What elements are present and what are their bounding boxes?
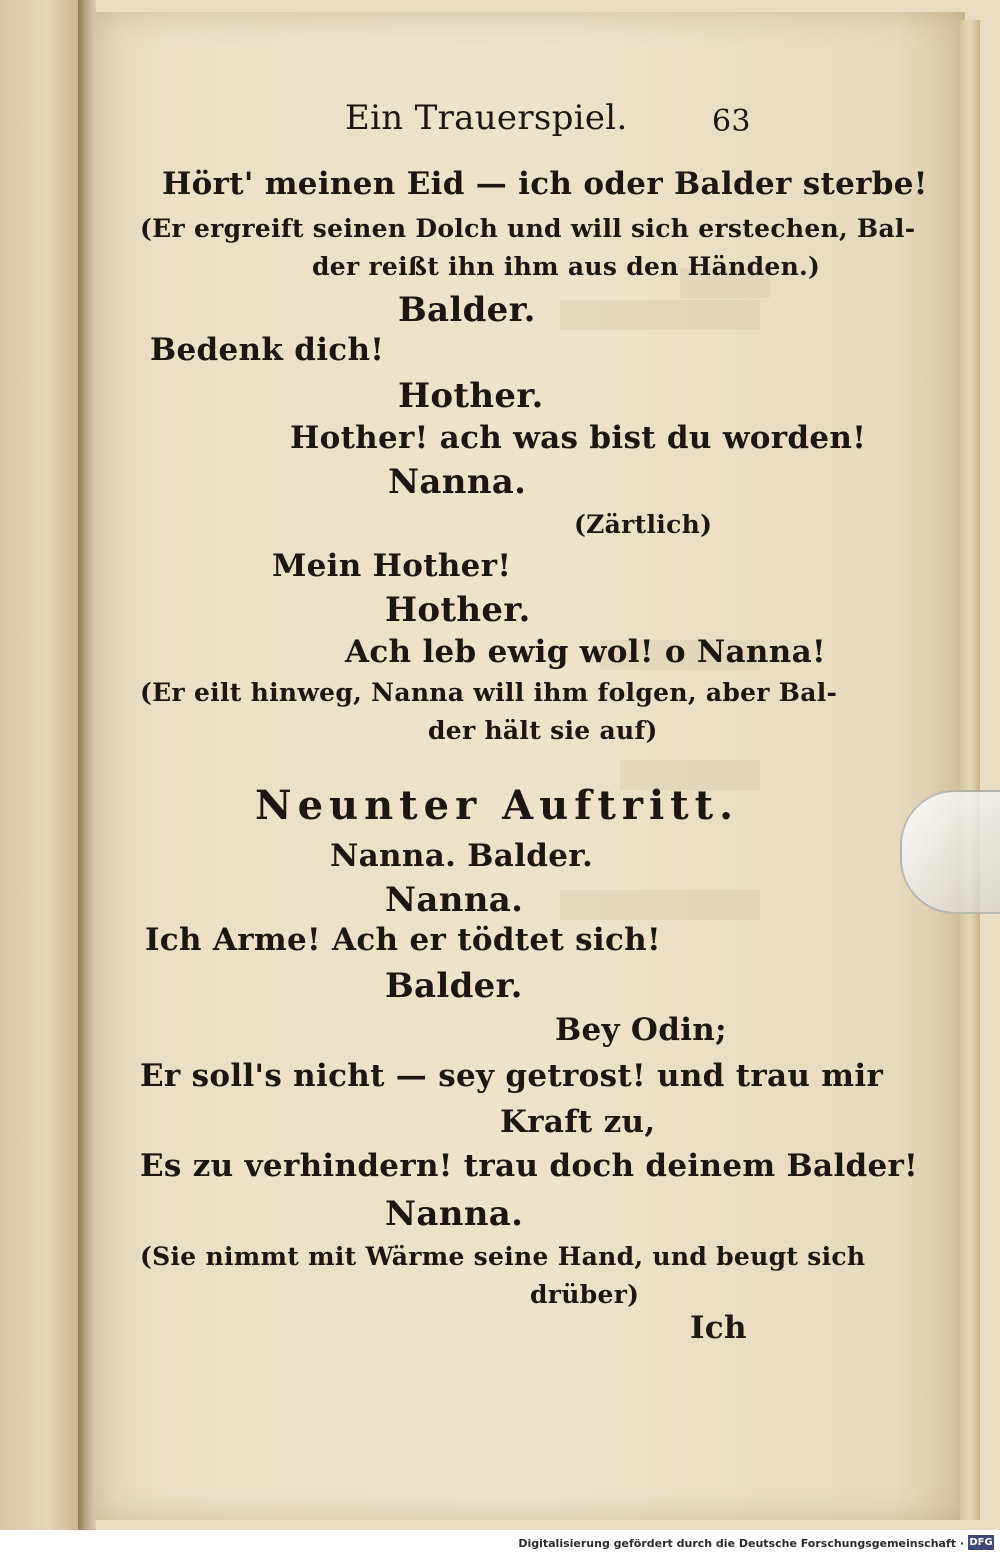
verse-line: Kraft zu, [500, 1104, 656, 1140]
cast-list: Nanna. Balder. [330, 838, 594, 874]
bleed-through [560, 300, 760, 330]
verse-line: Mein Hother! [272, 548, 512, 584]
bleed-through [560, 890, 760, 920]
speaker-name: Nanna. [388, 462, 527, 502]
verse-line: Es zu verhindern! trau doch deinem Balder! [140, 1148, 919, 1184]
dfg-logo: DFG [969, 1537, 993, 1548]
verse-line: Ich Arme! Ach er tödtet sich! [145, 922, 661, 958]
funding-credit: Digitalisierung gefördert durch die Deutsche Forschungsgemeinschaft · [518, 1537, 964, 1550]
speaker-name: Hother. [398, 376, 544, 416]
scene-heading: Neunter Auftritt. [255, 782, 740, 829]
verse-line: Bedenk dich! [150, 332, 385, 368]
stage-direction: der reißt ihn ihm aus den Händen.) [312, 252, 821, 281]
page-number: 63 [712, 104, 751, 139]
running-title: Ein Trauerspiel. [345, 98, 628, 138]
page-clip [900, 790, 1000, 914]
stage-direction: drüber) [530, 1280, 640, 1309]
stage-direction: (Sie nimmt mit Wärme seine Hand, und beugt sich [140, 1242, 866, 1271]
speaker-name: Hother. [385, 590, 531, 630]
stage-direction: (Er eilt hinweg, Nanna will ihm folgen, aber Bal- [140, 678, 838, 707]
stage-direction: (Er ergreift seinen Dolch und will sich erstechen, Bal- [140, 214, 916, 243]
verse-line: Hört' meinen Eid — ich oder Balder sterbe! [162, 166, 928, 202]
book-gutter [78, 0, 96, 1530]
speaker-name: Nanna. [385, 880, 524, 920]
verse-line: Ach leb ewig wol! o Nanna! [345, 634, 826, 670]
verse-line: Bey Odin; [555, 1012, 727, 1048]
previous-page-edge [0, 0, 80, 1530]
speaker-name: Balder. [385, 966, 523, 1006]
stage-direction: der hält sie auf) [428, 716, 658, 745]
speaker-name: Balder. [398, 290, 536, 330]
verse-line: Er soll's nicht — sey getrost! und trau mir [140, 1058, 884, 1094]
stage-direction: (Zärtlich) [574, 510, 713, 539]
verse-line: Hother! ach was bist du worden! [290, 420, 867, 456]
speaker-name: Nanna. [385, 1194, 524, 1234]
page-stack-edge [960, 20, 980, 1520]
catchword: Ich [690, 1310, 747, 1346]
